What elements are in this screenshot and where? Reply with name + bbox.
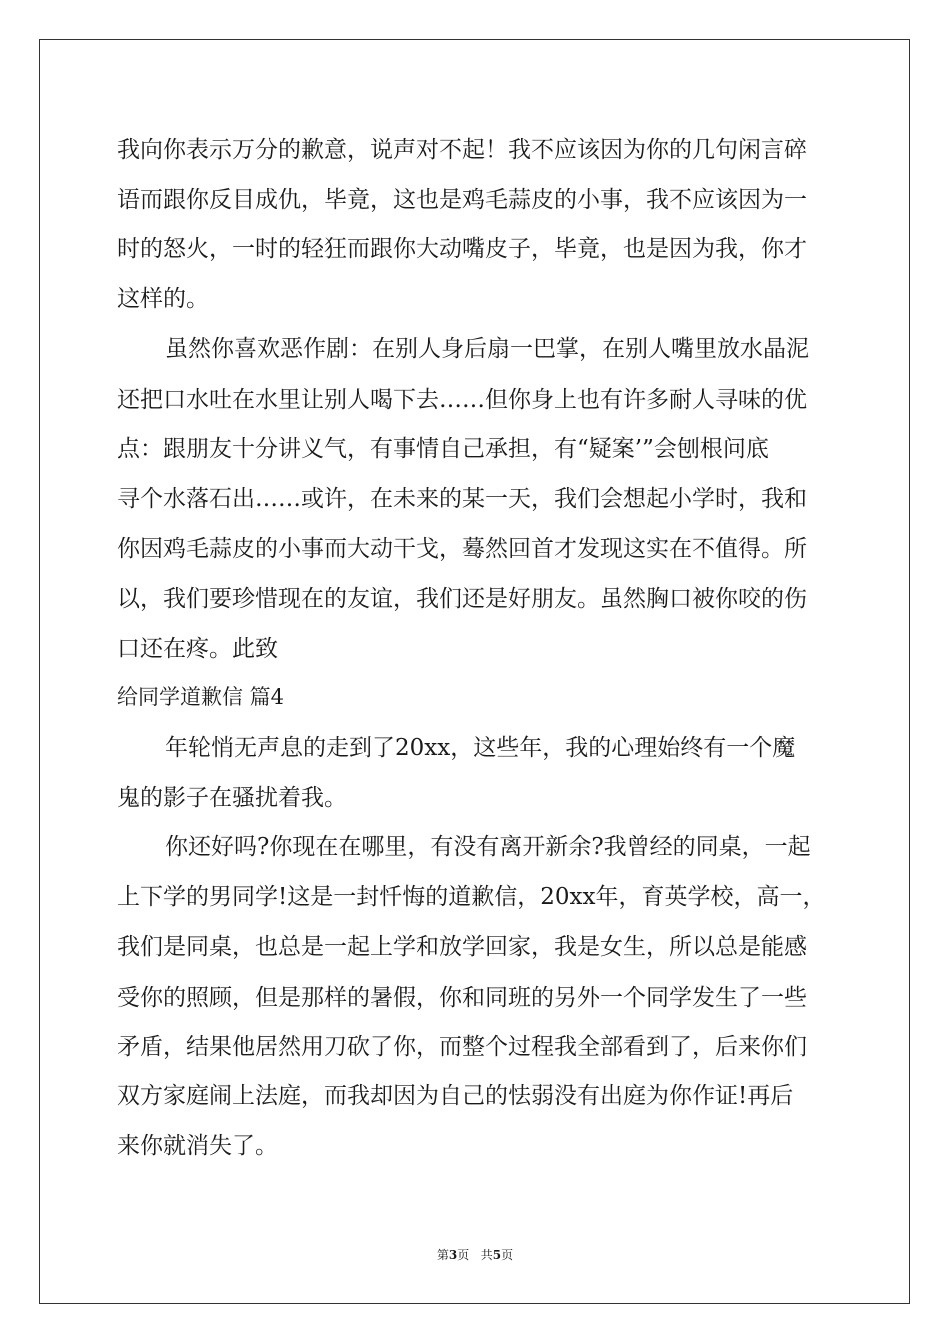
paragraph-line: 寻个水落石出……或许，在未来的某一天，我们会想起小学时，我和 (117, 486, 807, 512)
paragraph-line: 鬼的影子在骚扰着我。 (117, 785, 347, 811)
paragraph-line: 还把口水吐在水里让别人喝下去……但你身上也有许多耐人寻味的优 (117, 387, 807, 413)
footer-total-pages: 5 (492, 1248, 502, 1262)
paragraph-line: 口还在疼。此致 (117, 636, 278, 662)
paragraph-line: 虽然你喜欢恶作剧：在别人身后扇一巴掌，在别人嘴里放水晶泥 (165, 336, 809, 362)
paragraph-line: 上下学的男同学!这是一封忏悔的道歉信，20xx年，育英学校，高一， (117, 884, 826, 910)
paragraph-line: 时的怒火，一时的轻狂而跟你大动嘴皮子，毕竟，也是因为我，你才 (117, 236, 807, 262)
paragraph-line: 我向你表示万分的歉意，说声对不起！我不应该因为你的几句闲言碎 (117, 137, 807, 163)
footer-suffix: 页 (501, 1248, 514, 1262)
footer-prefix: 第 (436, 1248, 449, 1262)
page-frame (39, 39, 910, 1304)
page-footer (0, 1249, 950, 1261)
section-heading: 给同学道歉信 篇4 (117, 685, 285, 709)
paragraph-line: 我们是同桌，也总是一起上学和放学回家，我是女生，所以总是能感 (117, 934, 807, 960)
paragraph-line: 以，我们要珍惜现在的友谊，我们还是好朋友。虽然胸口被你咬的伤 (117, 586, 807, 612)
paragraph-line: 语而跟你反目成仇，毕竟，这也是鸡毛蒜皮的小事，我不应该因为一 (117, 187, 807, 213)
paragraph-line: 受你的照顾，但是那样的暑假，你和同班的另外一个同学发生了一些 (117, 985, 807, 1011)
paragraph-line: 点：跟朋友十分讲义气，有事情自己承担，有“疑案’”会刨根问底 (117, 436, 769, 462)
paragraph-line: 你因鸡毛蒜皮的小事而大动干戈，蓦然回首才发现这实在不值得。所 (117, 536, 807, 562)
paragraph-line: 年轮悄无声息的走到了20xx，这些年，我的心理始终有一个魔 (165, 735, 796, 761)
footer-mid: 页 共 (457, 1248, 493, 1262)
paragraph-line: 这样的。 (117, 286, 209, 312)
paragraph-line: 你还好吗?你现在在哪里，有没有离开新余?我曾经的同桌，一起 (165, 834, 811, 860)
footer-page-number: 3 (448, 1248, 458, 1262)
paragraph-line: 双方家庭闹上法庭，而我却因为自己的怯弱没有出庭为你作证!再后 (117, 1083, 794, 1109)
paragraph-line: 来你就消失了。 (117, 1133, 278, 1159)
paragraph-line: 矛盾，结果他居然用刀砍了你，而整个过程我全部看到了，后来你们 (117, 1034, 807, 1060)
